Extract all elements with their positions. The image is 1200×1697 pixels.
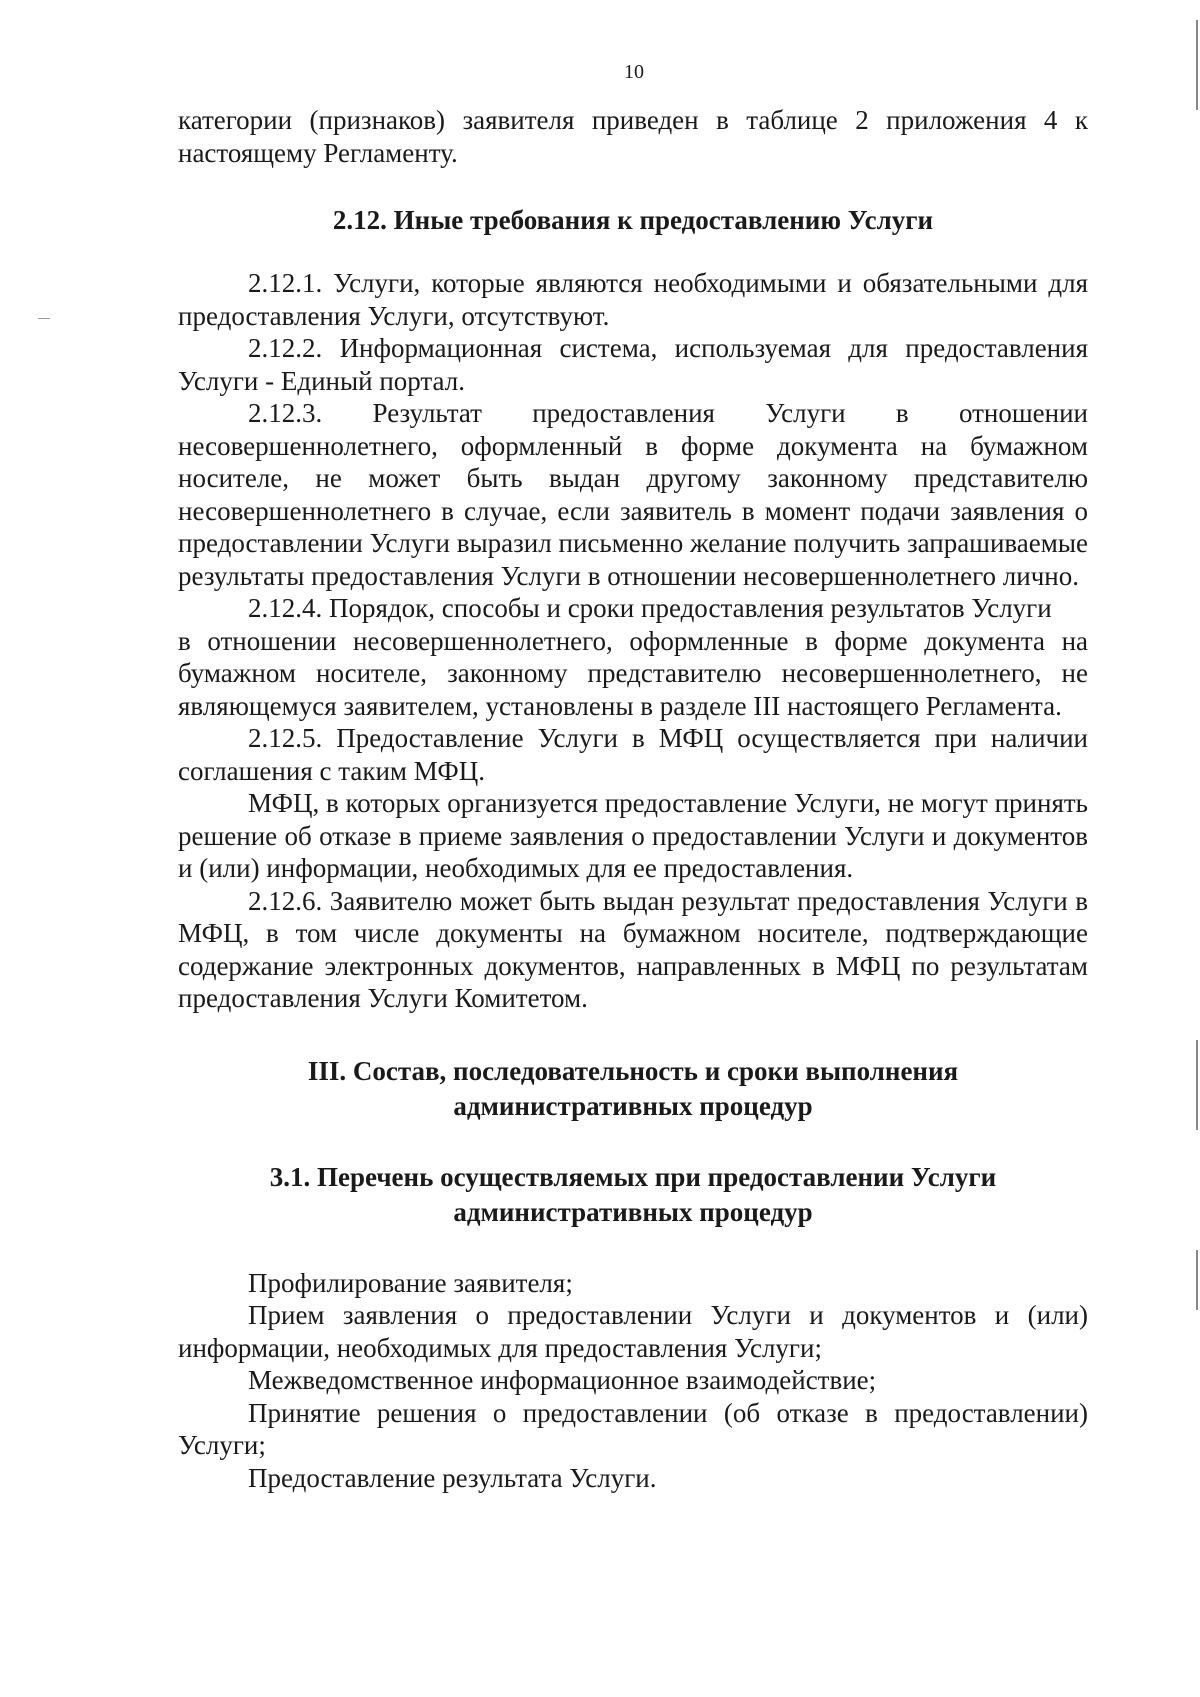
paragraph-2-12-3: 2.12.3. Результат предоставления Услуги в отношении несовершеннолетнего, оформленный в форме документа на бумажном носителе, не может быть выдан другому законному представителю несовершеннолетнего в случае, если заявитель в момент подачи заявления о предоставлении Услуги выразил письменно желание получить запрашиваемые результаты предоставления Услуги в отношении несовершеннолетнего лично. — [178, 398, 1088, 591]
section-heading-3-1-line-1: 3.1. Перечень осуществляемых при предоставлении Услуги — [269, 1161, 997, 1192]
section-heading-3-1 — [178, 1160, 1088, 1230]
procedure-item: Принятие решения о предоставлении (об отказе в предоставлении) Услуги; — [178, 1397, 1088, 1460]
procedure-item: Предоставление результата Услуги. — [248, 1462, 657, 1493]
procedure-item: Профилирование заявителя; — [248, 1267, 573, 1298]
paragraph-2-12-2: 2.12.2. Информационная система, используемая для предоставления Услуги - Единый портал. — [178, 333, 1088, 396]
section-heading-III-line-1: III. Состав, последовательность и сроки выполнения — [307, 1055, 959, 1086]
paragraph-2-12-1: 2.12.1. Услуги, которые являются необходимыми и обязательными для предоставления Услуги, отсутствуют. — [178, 268, 1088, 331]
paragraph-mfc-restriction: МФЦ, в которых организуется предоставление Услуги, не могут принять решение об отказе в приеме заявления о предоставлении Услуги и документов и (или) информации, необходимых для ее предоставления. — [178, 788, 1088, 883]
scan-edge-artifact — [1196, 20, 1198, 110]
section-heading-III-line-2: административных процедур — [453, 1090, 813, 1121]
section-heading-3-1-line-2: административных процедур — [453, 1196, 813, 1227]
section-heading-2-12: 2.12. Иные требования к предоставлению Услуги — [332, 205, 934, 235]
scan-edge-artifact — [1196, 1040, 1198, 1130]
document-body — [178, 104, 1088, 1494]
procedure-item: Межведомственное информационное взаимодействие; — [248, 1365, 877, 1395]
paragraph-2-12-6: 2.12.6. Заявителю может быть выдан результат предоставления Услуги в МФЦ, в том числе документы на бумажном носителе, подтверждающие содержание электронных документов, направленных в МФЦ по результатам предоставления Услуги Комитетом. — [178, 885, 1088, 1013]
procedure-item: Прием заявления о предоставлении Услуги и документов и (или) информации, необходимых для предоставления Услуги; — [178, 1300, 1088, 1363]
paragraph-2-12-4: 2.12.4. Порядок, способы и сроки предоставления результатов Услуги — [248, 593, 1052, 623]
continuation-paragraph: категории (признаков) заявителя приведен в таблице 2 приложения 4 к настоящему Регламенту. — [178, 105, 1088, 168]
paragraph-2-12-4-continued: в отношении несовершеннолетнего, оформленные в форме документа на бумажном носителе, законному представителю несовершеннолетнего, не являющемуся заявителем, установлены в разделе III настоящего Регламента. — [178, 625, 1088, 721]
scan-edge-artifact — [1196, 1250, 1198, 1310]
paragraph-2-12-5: 2.12.5. Предоставление Услуги в МФЦ осуществляется при наличии соглашения с таким МФЦ. — [178, 723, 1088, 786]
page-number: 10 — [624, 61, 644, 83]
scan-margin-mark — [38, 318, 50, 319]
section-heading-III — [178, 1054, 1088, 1124]
